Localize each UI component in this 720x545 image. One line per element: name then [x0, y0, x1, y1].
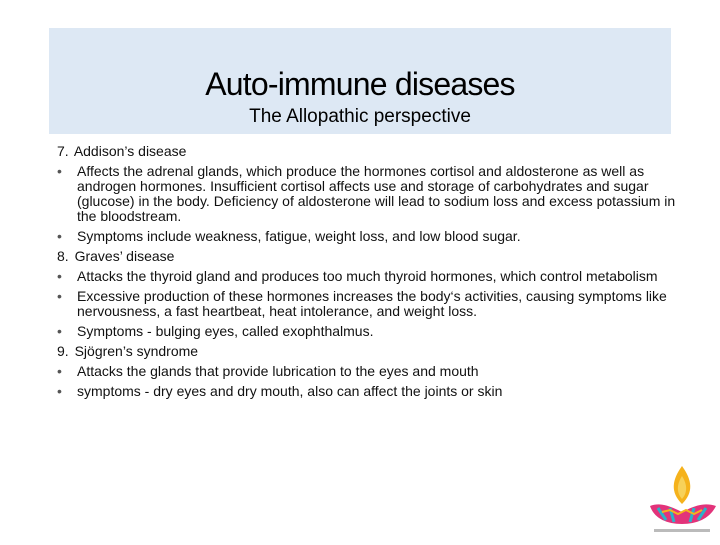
list-item: [57, 364, 677, 379]
bullet-icon: •: [57, 163, 62, 179]
list-item-text: Affects the adrenal glands, which produce the hormones cortisol and aldosterone as well as androgen hormones. Insufficient cortisol affects use and storage of carbohydrates and sugar (glucose) in the body. Deficiency of aldosterone will lead to sodium loss and excess potassium in the bloodstream.: [77, 163, 676, 224]
list-item: [57, 269, 677, 284]
section-title: Addison’s disease: [73, 143, 187, 159]
page-title: Auto-immune diseases: [205, 66, 515, 102]
list-item-text: Excessive production of these hormones increases the body‘s activities, causing symptoms like nervousness, a fast heartbeat, heat intolerance, and weight loss.: [77, 288, 667, 319]
section-number: 9.: [57, 343, 69, 359]
list-item-text: Symptoms include weakness, fatigue, weight loss, and low blood sugar.: [77, 228, 521, 244]
bullet-icon: •: [57, 228, 62, 244]
section-number: 8.: [57, 248, 69, 264]
list-item-text: Attacks the glands that provide lubrication to the eyes and mouth: [77, 363, 479, 379]
list-item: [57, 229, 677, 244]
list-item: [57, 384, 677, 399]
bullet-icon: •: [57, 288, 62, 304]
list-item-text: Symptoms - bulging eyes, called exophthalmus.: [77, 323, 374, 339]
section-heading: [57, 249, 677, 264]
section-heading: [57, 344, 677, 359]
title-banner: [49, 28, 671, 134]
section-title: Sjögren’s syndrome: [74, 343, 199, 359]
list-item: [57, 164, 677, 224]
section-title: Graves’ disease: [74, 248, 175, 264]
bullet-icon: •: [57, 323, 62, 339]
bullet-icon: •: [57, 363, 62, 379]
content-list: [57, 144, 677, 404]
section-heading: [57, 144, 677, 159]
list-item: [57, 289, 677, 319]
page-subtitle: The Allopathic perspective: [249, 106, 471, 127]
section-number: 7.: [57, 143, 69, 159]
lamp-logo-icon: [640, 462, 720, 540]
list-item: [57, 324, 677, 339]
bullet-icon: •: [57, 383, 62, 399]
list-item-text: symptoms - dry eyes and dry mouth, also can affect the joints or skin: [77, 383, 503, 399]
bullet-icon: •: [57, 268, 62, 284]
list-item-text: Attacks the thyroid gland and produces too much thyroid hormones, which control metabolism: [77, 268, 658, 284]
